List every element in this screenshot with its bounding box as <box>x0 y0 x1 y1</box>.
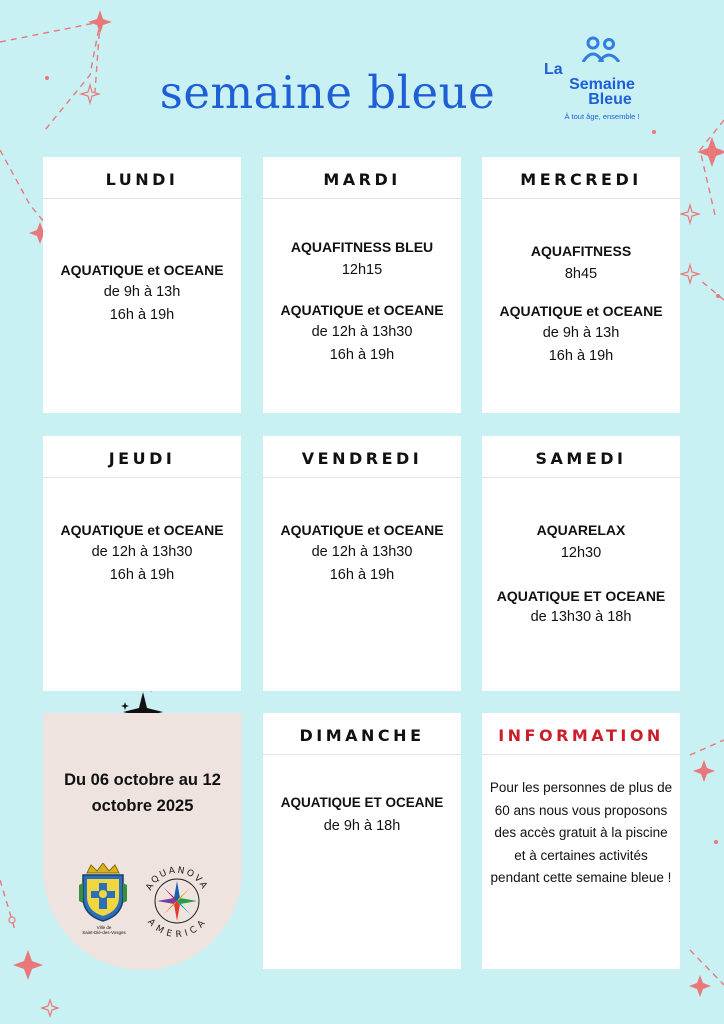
day-card-mercredi <box>482 157 680 413</box>
aquanova-arc-bottom: AMERICA <box>145 917 209 941</box>
activity-time: 8h45 <box>564 266 598 282</box>
day-name: LUNDI <box>43 157 241 199</box>
activity-name: AQUATIQUE et OCEANE <box>60 522 224 538</box>
activity-time: de 9h à 13h <box>103 284 181 300</box>
activity-name: AQUATIQUE et OCEANE <box>280 522 444 538</box>
semaine-bleue-logo <box>532 36 672 136</box>
day-name: VENDREDI <box>263 436 461 478</box>
activity-time: 16h à 19h <box>109 567 175 583</box>
activity-time: 16h à 19h <box>329 347 395 363</box>
activity-time: de 12h à 13h30 <box>311 324 413 340</box>
activity-time: de 9h à 18h <box>323 818 401 834</box>
crest-label-line: Ville de <box>96 925 112 930</box>
activity-name: AQUATIQUE ET OCEANE <box>280 795 444 810</box>
event-dates: Du 06 octobre au 12 octobre 2025 <box>64 771 221 815</box>
activity-name: AQUAFITNESS <box>530 243 632 259</box>
activity-time: de 12h à 13h30 <box>91 544 193 560</box>
day-card-samedi <box>482 436 680 691</box>
day-name: JEUDI <box>43 436 241 478</box>
information-text: Pour les personnes de plus de 60 ans nous vous proposons des accès gratuit à la piscine et à certaines activités pendant cette semaine bleue ! <box>489 780 673 885</box>
activity-name: AQUARELAX <box>536 522 626 538</box>
logo-tagline: À tout âge, ensemble ! <box>564 112 640 121</box>
day-name: MERCREDI <box>482 157 680 199</box>
day-card-jeudi <box>43 436 241 691</box>
information-title: INFORMATION <box>482 713 680 755</box>
day-name: MARDI <box>263 157 461 199</box>
logo-line-3: Bleue <box>588 91 632 108</box>
crest-label <box>79 925 129 935</box>
activity-time: de 9h à 13h <box>542 325 620 341</box>
information-card <box>482 713 680 969</box>
page-title: semaine bleue <box>159 66 496 119</box>
crest-label-line: Saint-Dié-des-Vosges <box>82 930 126 935</box>
activity-name: AQUATIQUE ET OCEANE <box>496 588 666 604</box>
activity-name: AQUAFITNESS BLEU <box>290 239 434 255</box>
day-name: DIMANCHE <box>263 713 461 755</box>
activity-time: 12h15 <box>341 262 383 278</box>
activity-name: AQUATIQUE et OCEANE <box>499 303 663 319</box>
activity-time: 16h à 19h <box>109 307 175 323</box>
activity-time: de 12h à 13h30 <box>311 544 413 560</box>
activity-time: 16h à 19h <box>548 348 614 364</box>
date-card <box>43 713 242 970</box>
day-card-lundi <box>43 157 241 413</box>
activity-name: AQUATIQUE et OCEANE <box>60 262 224 278</box>
activity-name: AQUATIQUE et OCEANE <box>280 302 444 318</box>
day-card-vendredi <box>263 436 461 691</box>
compass-icon <box>137 861 217 941</box>
activity-time: 16h à 19h <box>329 567 395 583</box>
day-name: SAMEDI <box>482 436 680 478</box>
logo-line-1: La <box>544 61 563 78</box>
logo-line-2: Semaine <box>569 76 635 93</box>
people-icon <box>577 36 627 62</box>
day-card-mardi <box>263 157 461 413</box>
crest-icon <box>77 863 129 923</box>
activity-time: 12h30 <box>560 545 602 561</box>
day-card-dimanche <box>263 713 461 969</box>
activity-time: de 13h30 à 18h <box>530 609 632 625</box>
aquanova-arc-top: AQUANOVA <box>144 865 210 893</box>
